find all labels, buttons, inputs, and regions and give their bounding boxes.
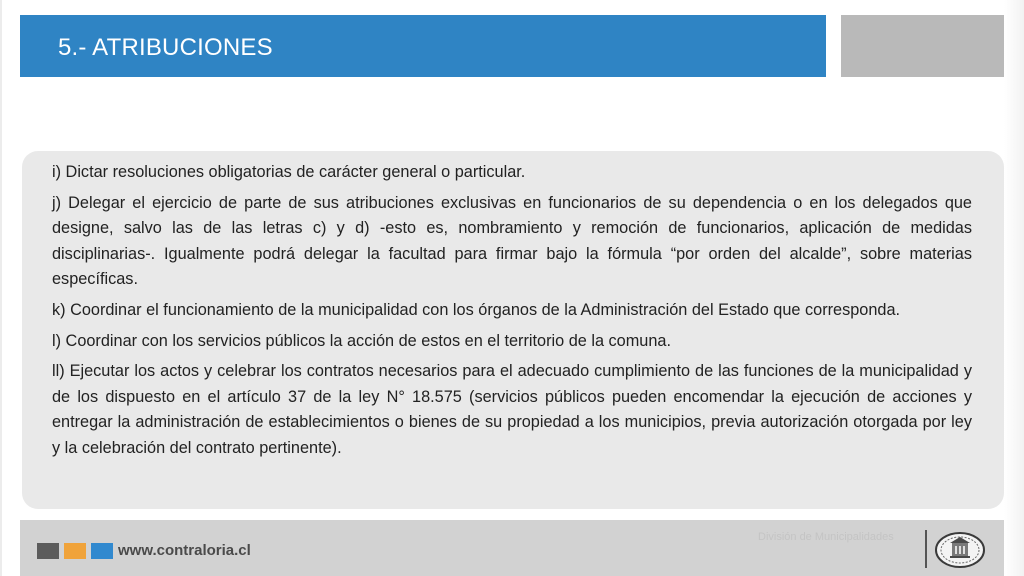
item-k: k) Coordinar el funcionamiento de la municipalidad con los órganos de la Administración del Estado que corresponda. — [52, 300, 901, 319]
item-l: l) Coordinar con los servicios públicos la acción de estos en el territorio de la comuna. — [52, 331, 671, 350]
gray-square-icon — [37, 543, 59, 559]
blue-square-icon — [91, 543, 113, 559]
contraloria-seal-icon — [934, 531, 986, 569]
item-i: i) Dictar resoluciones obligatorias de carácter general o particular. — [52, 163, 526, 181]
website-link[interactable]: www.contraloria.cl — [118, 542, 251, 559]
orange-square-icon — [64, 543, 86, 559]
title-bar — [20, 15, 826, 77]
footer-divider — [925, 530, 927, 568]
right-edge-shade — [1004, 0, 1024, 576]
page-title: 5.- ATRIBUCIONES — [58, 34, 273, 61]
content-body — [52, 160, 972, 467]
item-ll: ll) Ejecutar los actos y celebrar los contratos necesarios para el adecuado cumplimiento de las funciones de la municipalidad y de los dispuesto en el artículo 37 de la ley N° 18.575 (servicios públicos pueden encomendar la ejecución de acciones y entregar la administración de establecimientos o bienes de su propiedad a los municipios, previa autorización otorgada por ley y la celebración del contrato pertinente). — [52, 362, 972, 457]
division-label: División de Municipalidades — [758, 531, 894, 543]
header-gray-block — [841, 15, 1004, 77]
item-j: j) Delegar el ejercicio de parte de sus atribuciones exclusivas en funcionarios de su dependencia o en los delegados que designe, salvo las de las letras c) y d) -esto es, nombramiento y remoción de funcionarios, aplicación de medidas disciplinarias-. Igualmente podrá delegar la facultad para firmar bajo la fórmula “por orden del alcalde”, sobre materias específicas. — [52, 193, 972, 289]
